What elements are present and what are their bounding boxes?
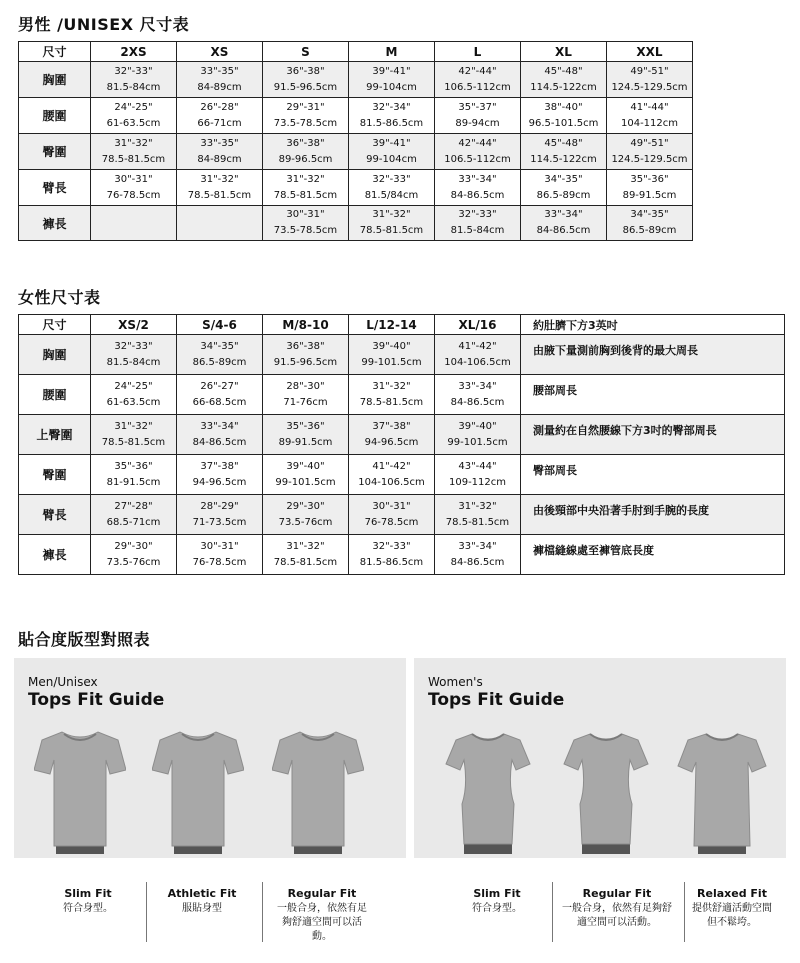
metric-value: 86.5-89cm — [622, 225, 677, 236]
imperial-value: 39"-41" — [372, 137, 411, 149]
table-cell — [91, 495, 177, 535]
imperial-value: 24"-25" — [114, 101, 153, 113]
header-cell: M/8-10 — [263, 315, 349, 335]
fit-guide-title: 貼合度版型對照表 — [18, 630, 151, 649]
metric-value: 78.5-81.5cm — [359, 396, 424, 408]
imperial-value: 37"-38" — [200, 460, 239, 472]
imperial-value: 33"-34" — [458, 173, 497, 185]
table-cell — [177, 375, 263, 415]
table-row — [19, 170, 693, 206]
metric-value: 78.5-81.5cm — [445, 516, 510, 528]
imperial-value: 31"-32" — [372, 380, 411, 392]
table-cell — [91, 535, 177, 575]
metric-value: 71-76cm — [283, 396, 328, 408]
measurement-note: 腰部周長 — [521, 375, 785, 415]
row-label: 腰圍 — [19, 98, 91, 134]
imperial-value: 34"-35" — [544, 173, 583, 185]
fit-label-regular — [276, 887, 368, 944]
table-row — [19, 495, 785, 535]
fit-name: Regular Fit — [582, 887, 652, 900]
table-cell — [435, 98, 521, 134]
table-cell — [177, 335, 263, 375]
metric-value: 76-78.5cm — [192, 556, 247, 568]
imperial-value: 31"-32" — [114, 137, 153, 149]
metric-value: 73.5-78.5cm — [273, 225, 338, 236]
metric-value: 99-101.5cm — [447, 436, 508, 448]
imperial-value: 34"-35" — [200, 340, 239, 352]
imperial-value: 29"-30" — [286, 500, 325, 512]
imperial-value: 24"-25" — [114, 380, 153, 392]
table-row — [19, 98, 693, 134]
metric-value: 86.5-89cm — [536, 189, 591, 201]
table-cell — [435, 335, 521, 375]
table-cell — [607, 134, 693, 170]
imperial-value: 32"-33" — [372, 173, 411, 185]
fit-desc: 符合身型。 — [63, 903, 113, 914]
table-cell — [349, 535, 435, 575]
imperial-value: 26"-28" — [200, 101, 239, 113]
metric-value: 81.5-84cm — [106, 356, 161, 368]
metric-value: 76-78.5cm — [106, 189, 161, 201]
women-regular-fit-shirt-image — [560, 726, 652, 854]
table-cell — [349, 134, 435, 170]
row-label: 腰圍 — [19, 375, 91, 415]
header-cell: 尺寸 — [19, 315, 91, 335]
metric-value: 104-106.5cm — [444, 356, 511, 368]
metric-value: 99-101.5cm — [361, 356, 422, 368]
table-cell — [91, 62, 177, 98]
table-cell — [177, 495, 263, 535]
table-cell — [607, 170, 693, 206]
table-cell — [91, 335, 177, 375]
imperial-value: 31"-32" — [372, 209, 411, 220]
table-cell — [91, 455, 177, 495]
imperial-value: 41"-42" — [458, 340, 497, 352]
slim-fit-shirt-image — [34, 726, 126, 854]
imperial-value: 28"-30" — [286, 380, 325, 392]
fit-label-athletic — [154, 887, 250, 916]
table-cell — [349, 206, 435, 241]
men-fit-heading: Tops Fit Guide — [28, 690, 165, 710]
imperial-value: 32"-33" — [114, 340, 153, 352]
imperial-value: 30"-31" — [372, 500, 411, 512]
imperial-value: 30"-31" — [286, 209, 325, 220]
metric-value: 114.5-122cm — [530, 81, 597, 93]
imperial-value: 33"-34" — [458, 540, 497, 552]
imperial-value: 32"-33" — [114, 65, 153, 77]
table-cell — [91, 415, 177, 455]
metric-value: 91.5-96.5cm — [273, 81, 338, 93]
fit-label-women-relaxed — [692, 887, 772, 930]
imperial-value: 39"-41" — [372, 65, 411, 77]
header-cell: XS/2 — [91, 315, 177, 335]
table-cell — [435, 62, 521, 98]
table-cell — [263, 206, 349, 241]
imperial-value: 36"-38" — [286, 137, 325, 149]
fit-name: Slim Fit — [64, 887, 112, 900]
metric-value: 114.5-122cm — [530, 153, 597, 165]
row-label: 褲長 — [19, 535, 91, 575]
table-cell — [435, 206, 521, 241]
imperial-value: 31"-32" — [200, 173, 239, 185]
metric-value: 81-91.5cm — [106, 476, 161, 488]
header-cell: L/12-14 — [349, 315, 435, 335]
metric-value: 78.5-81.5cm — [359, 225, 424, 236]
header-cell: 2XS — [91, 42, 177, 62]
metric-value: 61-63.5cm — [106, 117, 161, 129]
metric-value: 84-86.5cm — [450, 189, 505, 201]
header-cell: XS — [177, 42, 263, 62]
imperial-value: 30"-31" — [200, 540, 239, 552]
table-cell — [263, 375, 349, 415]
imperial-value: 31"-32" — [286, 173, 325, 185]
divider — [552, 882, 553, 942]
imperial-value: 31"-32" — [114, 420, 153, 432]
women-slim-fit-shirt-image — [442, 726, 534, 854]
header-cell: XL — [521, 42, 607, 62]
imperial-value: 42"-44" — [458, 137, 497, 149]
table-cell — [349, 415, 435, 455]
imperial-value: 32"-33" — [458, 209, 497, 220]
imperial-value: 41"-42" — [372, 460, 411, 472]
fit-desc: 一般合身，依然有足夠舒適空間可以活動。 — [277, 903, 367, 942]
header-cell: 尺寸 — [19, 42, 91, 62]
table-cell — [607, 98, 693, 134]
table-cell — [263, 335, 349, 375]
table-cell — [435, 495, 521, 535]
imperial-value: 39"-40" — [372, 340, 411, 352]
table-row — [19, 415, 785, 455]
measurement-note: 由後頸部中央沿著手肘到手腕的長度 — [521, 495, 785, 535]
imperial-value: 37"-38" — [372, 420, 411, 432]
header-note-cell: 約肚臍下方3英吋 — [521, 315, 785, 335]
metric-value: 73.5-78.5cm — [273, 117, 338, 129]
imperial-value: 39"-40" — [286, 460, 325, 472]
imperial-value: 33"-34" — [200, 420, 239, 432]
fit-label-women-regular — [558, 887, 676, 930]
metric-value: 73.5-76cm — [278, 516, 333, 528]
table-cell — [177, 206, 263, 241]
women-fit-heading: Tops Fit Guide — [428, 690, 565, 710]
imperial-value: 35"-37" — [458, 101, 497, 113]
metric-value: 94-96.5cm — [364, 436, 419, 448]
metric-value: 81.5-86.5cm — [359, 556, 424, 568]
table-cell — [91, 134, 177, 170]
imperial-value: 30"-31" — [114, 173, 153, 185]
metric-value: 106.5-112cm — [444, 81, 511, 93]
row-label: 臀圍 — [19, 134, 91, 170]
table-cell — [435, 170, 521, 206]
women-size-chart-title: 女性尺寸表 — [18, 288, 101, 307]
table-cell — [263, 415, 349, 455]
imperial-value: 32"-34" — [372, 101, 411, 113]
table-cell — [349, 62, 435, 98]
imperial-value: 31"-32" — [458, 500, 497, 512]
table-cell — [521, 98, 607, 134]
imperial-value: 32"-33" — [372, 540, 411, 552]
table-cell — [177, 62, 263, 98]
table-cell — [435, 455, 521, 495]
table-cell — [607, 206, 693, 241]
divider — [684, 882, 685, 942]
table-cell — [263, 170, 349, 206]
imperial-value: 28"-29" — [200, 500, 239, 512]
table-cell — [91, 170, 177, 206]
fit-name: Slim Fit — [473, 887, 521, 900]
row-label: 臂長 — [19, 495, 91, 535]
table-cell — [349, 335, 435, 375]
imperial-value: 36"-38" — [286, 340, 325, 352]
row-label: 胸圍 — [19, 62, 91, 98]
metric-value: 104-106.5cm — [358, 476, 425, 488]
fit-label-women-slim — [450, 887, 544, 916]
imperial-value: 31"-32" — [286, 540, 325, 552]
metric-value: 84-86.5cm — [536, 225, 591, 236]
table-cell — [521, 134, 607, 170]
imperial-value: 36"-38" — [286, 65, 325, 77]
metric-value: 124.5-129.5cm — [611, 81, 688, 93]
imperial-value: 43"-44" — [458, 460, 497, 472]
metric-value: 84-86.5cm — [192, 436, 247, 448]
header-cell: S/4-6 — [177, 315, 263, 335]
table-cell — [177, 170, 263, 206]
table-row — [19, 375, 785, 415]
imperial-value: 49"-51" — [630, 65, 669, 77]
metric-value: 89-94cm — [455, 117, 500, 129]
fit-desc: 服貼身型 — [182, 903, 222, 914]
metric-value: 76-78.5cm — [364, 516, 419, 528]
metric-value: 94-96.5cm — [192, 476, 247, 488]
header-cell: XL/16 — [435, 315, 521, 335]
table-cell — [607, 62, 693, 98]
table-cell — [263, 495, 349, 535]
table-cell — [435, 415, 521, 455]
table-cell — [263, 62, 349, 98]
fit-desc: 一般合身，依然有足夠舒適空間可以活動。 — [562, 903, 672, 928]
table-cell — [435, 535, 521, 575]
imperial-value: 29"-30" — [114, 540, 153, 552]
imperial-value: 49"-51" — [630, 137, 669, 149]
fit-name: Regular Fit — [287, 887, 357, 900]
metric-value: 78.5-81.5cm — [187, 189, 252, 201]
metric-value: 96.5-101.5cm — [528, 117, 599, 129]
table-row — [19, 455, 785, 495]
table-cell — [349, 455, 435, 495]
metric-value: 73.5-76cm — [106, 556, 161, 568]
imperial-value: 45"-48" — [544, 137, 583, 149]
imperial-value: 35"-36" — [286, 420, 325, 432]
men-fit-subtitle: Men/Unisex — [28, 675, 98, 689]
regular-fit-shirt-image — [272, 726, 364, 854]
imperial-value: 41"-44" — [630, 101, 669, 113]
imperial-value: 38"-40" — [544, 101, 583, 113]
measurement-note: 臀部周長 — [521, 455, 785, 495]
metric-value: 84-89cm — [197, 81, 242, 93]
metric-value: 68.5-71cm — [106, 516, 161, 528]
metric-value: 84-86.5cm — [450, 556, 505, 568]
table-cell — [263, 535, 349, 575]
imperial-value: 45"-48" — [544, 65, 583, 77]
measurement-note: 褲檔縫線處至褲管底長度 — [521, 535, 785, 575]
imperial-value: 42"-44" — [458, 65, 497, 77]
table-cell — [349, 98, 435, 134]
metric-value: 104-112cm — [620, 117, 679, 129]
table-cell — [177, 455, 263, 495]
metric-value: 81.5-84cm — [450, 225, 505, 236]
metric-value: 81.5/84cm — [364, 189, 419, 201]
metric-value: 99-104cm — [366, 153, 417, 165]
table-cell — [435, 134, 521, 170]
divider — [146, 882, 147, 942]
men-fit-guide-panel — [14, 658, 406, 858]
metric-value: 84-89cm — [197, 153, 242, 165]
metric-value: 99-101.5cm — [275, 476, 336, 488]
table-cell — [435, 375, 521, 415]
table-cell — [177, 535, 263, 575]
row-label: 臂長 — [19, 170, 91, 206]
measurement-note: 測量約在自然腰線下方3吋的臀部周長 — [521, 415, 785, 455]
imperial-value: 35"-36" — [630, 173, 669, 185]
divider — [262, 882, 263, 942]
women-size-table — [18, 314, 785, 575]
table-row — [19, 535, 785, 575]
table-row — [19, 62, 693, 98]
metric-value: 61-63.5cm — [106, 396, 161, 408]
header-cell: XXL — [607, 42, 693, 62]
table-cell — [177, 415, 263, 455]
row-label: 上臀圍 — [19, 415, 91, 455]
table-cell — [349, 170, 435, 206]
metric-value: 89-91.5cm — [278, 436, 333, 448]
table-cell — [521, 62, 607, 98]
fit-desc: 提供舒適活動空間但不鬆垮。 — [692, 903, 772, 928]
metric-value: 66-68.5cm — [192, 396, 247, 408]
imperial-value: 33"-34" — [544, 209, 583, 220]
table-cell — [177, 134, 263, 170]
imperial-value: 26"-27" — [200, 380, 239, 392]
table-cell — [521, 170, 607, 206]
table-cell — [91, 98, 177, 134]
imperial-value: 29"-31" — [286, 101, 325, 113]
metric-value: 106.5-112cm — [444, 153, 511, 165]
imperial-value: 39"-40" — [458, 420, 497, 432]
imperial-value: 33"-34" — [458, 380, 497, 392]
table-row — [19, 335, 785, 375]
women-relaxed-fit-shirt-image — [676, 726, 768, 854]
metric-value: 89-96.5cm — [278, 153, 333, 165]
table-cell — [177, 98, 263, 134]
fit-name: Relaxed Fit — [697, 887, 767, 900]
table-cell — [349, 495, 435, 535]
imperial-value: 35"-36" — [114, 460, 153, 472]
table-row — [19, 206, 693, 241]
imperial-value: 33"-35" — [200, 137, 239, 149]
imperial-value: 27"-28" — [114, 500, 153, 512]
metric-value: 91.5-96.5cm — [273, 356, 338, 368]
men-size-chart-title: 男性 /UNISEX 尺寸表 — [18, 15, 190, 34]
table-row — [19, 134, 693, 170]
metric-value: 78.5-81.5cm — [101, 436, 166, 448]
metric-value: 86.5-89cm — [192, 356, 247, 368]
row-label: 胸圍 — [19, 335, 91, 375]
metric-value: 78.5-81.5cm — [273, 189, 338, 201]
metric-value: 78.5-81.5cm — [101, 153, 166, 165]
metric-value: 81.5-86.5cm — [359, 117, 424, 129]
metric-value: 99-104cm — [366, 81, 417, 93]
header-cell: L — [435, 42, 521, 62]
imperial-value: 33"-35" — [200, 65, 239, 77]
row-label: 褲長 — [19, 206, 91, 241]
fit-label-slim — [40, 887, 136, 916]
table-cell — [91, 206, 177, 241]
metric-value: 71-73.5cm — [192, 516, 247, 528]
header-cell: S — [263, 42, 349, 62]
women-fit-guide-panel — [414, 658, 786, 858]
row-label: 臀圍 — [19, 455, 91, 495]
table-cell — [263, 134, 349, 170]
imperial-value: 34"-35" — [630, 209, 669, 220]
table-header-row — [19, 315, 785, 335]
table-cell — [349, 375, 435, 415]
table-cell — [263, 455, 349, 495]
metric-value: 66-71cm — [197, 117, 242, 129]
fit-name: Athletic Fit — [167, 887, 237, 900]
metric-value: 81.5-84cm — [106, 81, 161, 93]
metric-value: 84-86.5cm — [450, 396, 505, 408]
table-cell — [521, 206, 607, 241]
metric-value: 109-112cm — [448, 476, 507, 488]
header-cell: M — [349, 42, 435, 62]
metric-value: 78.5-81.5cm — [273, 556, 338, 568]
table-header-row — [19, 42, 693, 62]
table-cell — [263, 98, 349, 134]
metric-value: 124.5-129.5cm — [611, 153, 688, 165]
metric-value: 89-91.5cm — [622, 189, 677, 201]
men-size-table — [18, 41, 693, 241]
athletic-fit-shirt-image — [152, 726, 244, 854]
fit-desc: 符合身型。 — [472, 903, 522, 914]
table-cell — [91, 375, 177, 415]
measurement-note: 由腋下量測前胸到後背的最大周長 — [521, 335, 785, 375]
women-fit-subtitle: Women's — [428, 675, 483, 689]
